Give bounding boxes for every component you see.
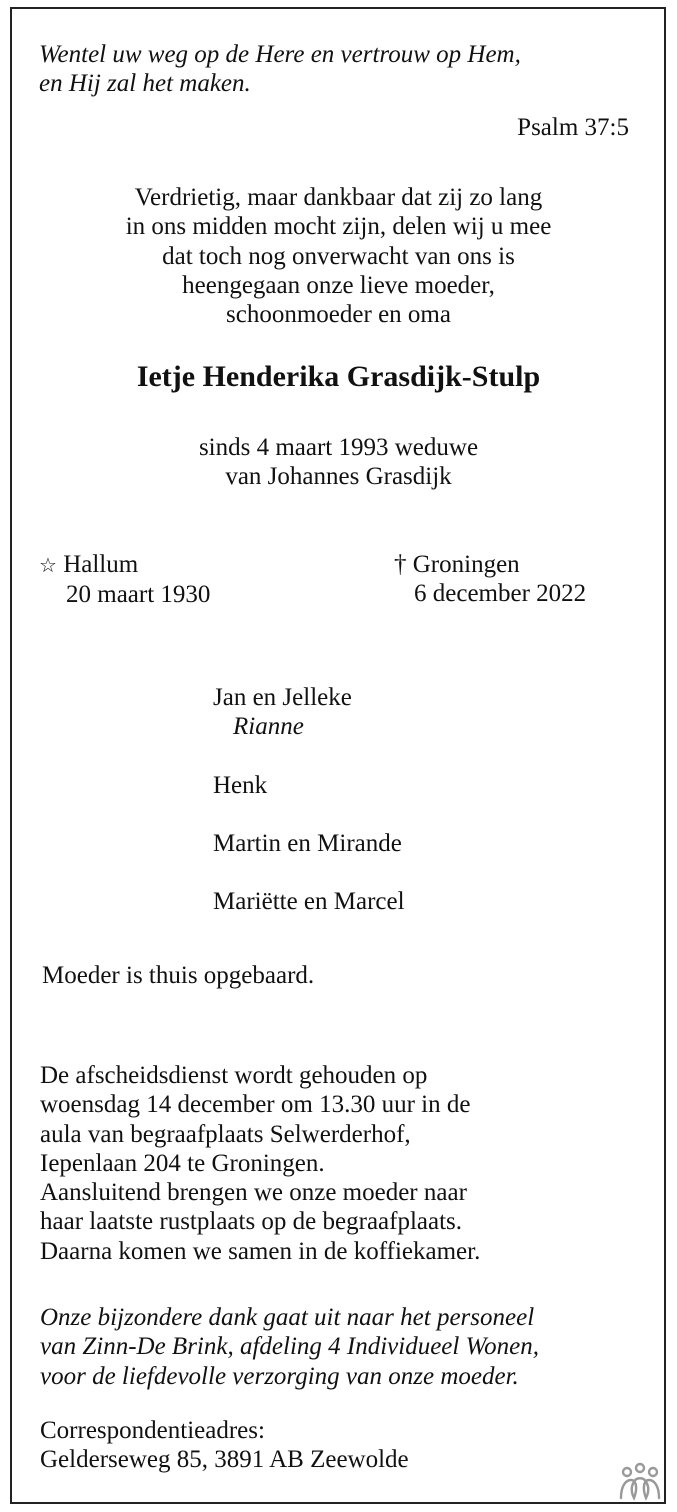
service-line: Aansluitend brengen we onze moeder naar bbox=[40, 1179, 467, 1207]
death-date: 6 december 2022 bbox=[414, 580, 587, 608]
service-line: Daarna komen we samen in de koffiekamer. bbox=[40, 1237, 481, 1265]
cross-icon: † bbox=[394, 551, 407, 578]
grandchild: Rianne bbox=[233, 713, 304, 741]
family-member: Henk bbox=[213, 771, 268, 799]
family-member: Martin en Mirande bbox=[213, 829, 402, 857]
star-icon: ☆ bbox=[39, 553, 57, 577]
correspondence-address: Gelderseweg 85, 3891 AB Zeewolde bbox=[40, 1446, 409, 1474]
birth-date: 20 maart 1930 bbox=[66, 581, 211, 609]
verse bbox=[39, 40, 521, 99]
death-place: Groningen bbox=[412, 551, 520, 578]
intro-line: dat toch nog onverwacht van ons is bbox=[162, 242, 515, 270]
family-member: Mariëtte en Marcel bbox=[213, 888, 405, 916]
verse-line: Wentel uw weg op de Here en vertrouw op Hem, bbox=[39, 41, 521, 68]
people-group-icon bbox=[618, 1462, 662, 1502]
thanks-line: van Zinn-De Brink, afdeling 4 Individueel Wonen, bbox=[40, 1333, 539, 1361]
intro-line: schoonmoeder en oma bbox=[226, 301, 451, 329]
family-list bbox=[213, 683, 405, 916]
widow-line: van Johannes Grasdijk bbox=[225, 463, 452, 491]
family-member: Jan en Jelleke bbox=[213, 684, 352, 711]
correspondence-label: Correspondentieadres: bbox=[40, 1417, 265, 1444]
service-line: woensdag 14 december om 13.30 uur in de bbox=[40, 1091, 471, 1119]
service-line: De afscheidsdienst wordt gehouden op bbox=[40, 1062, 428, 1089]
service-line: haar laatste rustplaats op de begraafplaats. bbox=[40, 1208, 463, 1236]
lying-in-state: Moeder is thuis opgebaard. bbox=[42, 962, 315, 989]
intro-line: Verdrietig, maar dankbaar dat zij zo lang bbox=[134, 184, 543, 211]
thanks-line: voor de liefdevolle verzorging van onze moeder. bbox=[40, 1362, 519, 1390]
verse-line: en Hij zal het maken. bbox=[39, 70, 251, 98]
widow-line: sinds 4 maart 1993 weduwe bbox=[198, 434, 479, 461]
thanks bbox=[40, 1303, 539, 1391]
death-info bbox=[394, 550, 586, 609]
verse-reference: Psalm 37:5 bbox=[517, 114, 629, 141]
correspondence bbox=[40, 1416, 409, 1475]
service-line: Iepenlaan 204 te Groningen. bbox=[40, 1149, 325, 1177]
intro-line: in ons midden mocht zijn, delen wij u mee bbox=[125, 213, 552, 241]
intro-line: heengegaan onze lieve moeder, bbox=[182, 271, 495, 299]
service-info bbox=[40, 1061, 480, 1266]
intro-text bbox=[0, 183, 677, 329]
birth-info bbox=[39, 550, 210, 610]
widow-text bbox=[0, 433, 677, 492]
birth-place: Hallum bbox=[63, 551, 139, 578]
thanks-line: Onze bijzondere dank gaat uit naar het personeel bbox=[40, 1304, 535, 1331]
service-line: aula van begraafplaats Selwerderhof, bbox=[40, 1120, 411, 1148]
deceased-name: Ietje Henderika Grasdijk-Stulp bbox=[136, 360, 541, 393]
